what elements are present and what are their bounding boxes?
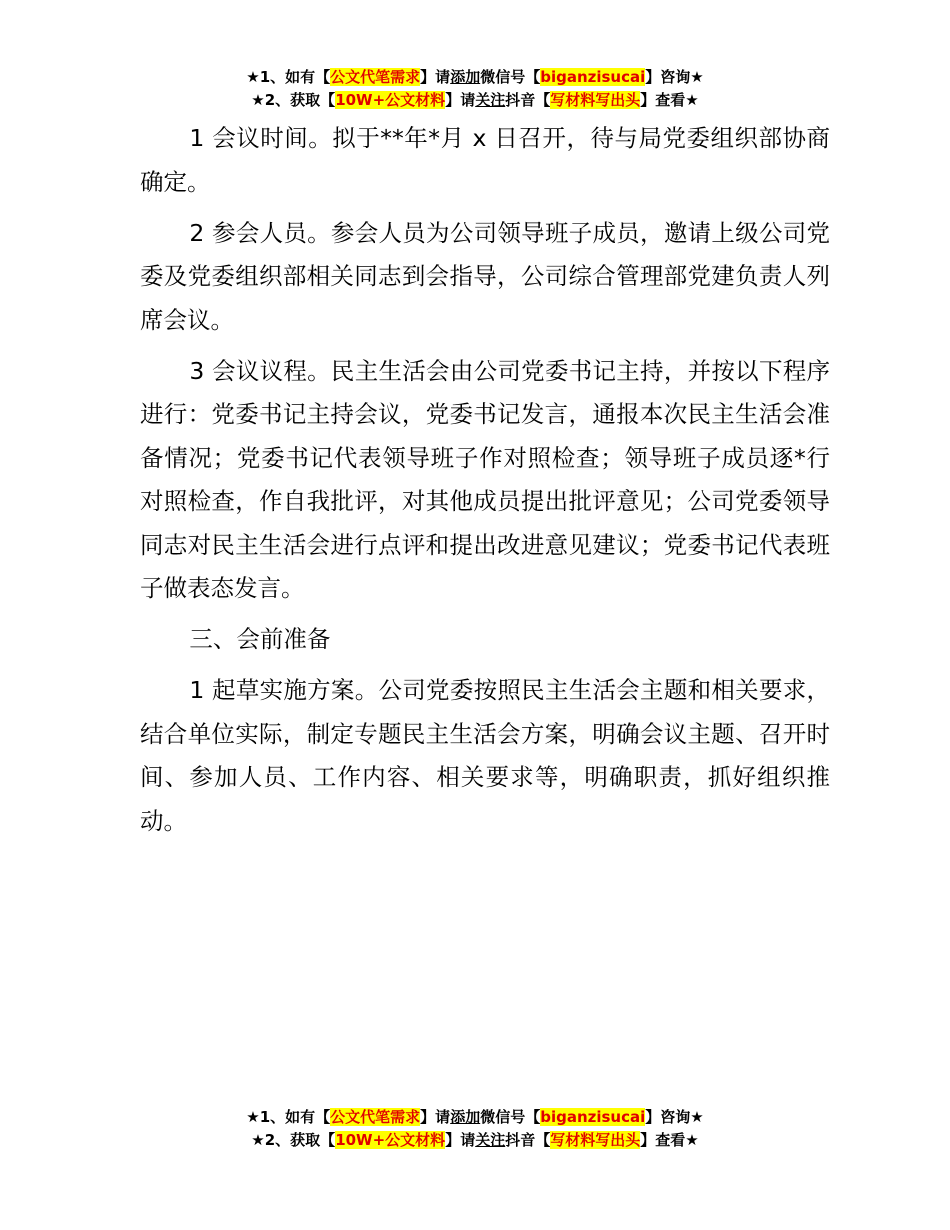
ad-line-1 (0, 1106, 950, 1129)
ad-text: 】咨询★ (645, 1108, 704, 1126)
ad-line-2 (0, 1129, 950, 1152)
ad-highlight-douyin-account: 写材料写出头 (550, 1131, 641, 1149)
ad-text: 抖音【 (505, 91, 551, 109)
ad-text: 微信号【 (480, 68, 541, 86)
ad-emphasis: 关注 (475, 1131, 506, 1149)
ad-text: 】咨询★ (645, 68, 704, 86)
ad-text: ★1、如有【 (246, 1108, 331, 1126)
ad-highlight-service: 公文代笔需求 (330, 1108, 421, 1126)
ad-highlight-douyin-account: 写材料写出头 (550, 91, 641, 109)
ad-text: 】请 (420, 1108, 451, 1126)
ad-highlight-service: 公文代笔需求 (330, 68, 421, 86)
ad-line-1 (0, 66, 950, 89)
ad-text: 】查看★ (640, 1131, 699, 1149)
header-ad (0, 66, 950, 112)
ad-highlight-materials: 10W+公文材料 (335, 1131, 446, 1149)
paragraph-agenda: 3 会议议程。民主生活会由公司党委书记主持，并按以下程序进行：党委书记主持会议，党委书记发言，通报本次民主生活会准备情况；党委书记代表领导班子作对照检查；领导班子成员逐*行对照检查，作自我批评，对其他成员提出批评意见；公司党委领导同志对民主生活会进行点评和提出改进意见建议；党委书记代表班子做表态发言。 (140, 356, 830, 602)
ad-text: ★2、获取【 (251, 1131, 336, 1149)
ad-highlight-wechat-id: biganzisucai (540, 1108, 646, 1126)
ad-text: ★2、获取【 (251, 91, 336, 109)
ad-text: 】查看★ (640, 91, 699, 109)
ad-text: 微信号【 (480, 1108, 541, 1126)
section-heading: 三、会前准备 (189, 625, 331, 653)
ad-text: 】请 (445, 91, 476, 109)
footer-ad (0, 1106, 950, 1152)
paragraph-draft-plan: 1 起草实施方案。公司党委按照民主生活会主题和相关要求，结合单位实际，制定专题民主生活会方案，明确会议主题、召开时间、参加人员、工作内容、相关要求等，明确职责，抓好组织推动。 (140, 676, 830, 835)
ad-emphasis: 关注 (475, 91, 506, 109)
ad-text: 】请 (445, 1131, 476, 1149)
ad-text: 抖音【 (505, 1131, 551, 1149)
document-body (140, 117, 830, 851)
ad-text: 】请 (420, 68, 451, 86)
ad-line-2 (0, 89, 950, 112)
ad-emphasis: 添加 (450, 1108, 481, 1126)
ad-emphasis: 添加 (450, 68, 481, 86)
ad-highlight-wechat-id: biganzisucai (540, 68, 646, 86)
paragraph-attendees: 2 参会人员。参会人员为公司领导班子成员，邀请上级公司党委及党委组织部相关同志到会指导，公司综合管理部党建负责人列席会议。 (140, 218, 830, 334)
paragraph-meeting-time: 1 会议时间。拟于**年*月 x 日召开，待与局党委组织部协商确定。 (140, 124, 830, 196)
ad-highlight-materials: 10W+公文材料 (335, 91, 446, 109)
ad-text: ★1、如有【 (246, 68, 331, 86)
